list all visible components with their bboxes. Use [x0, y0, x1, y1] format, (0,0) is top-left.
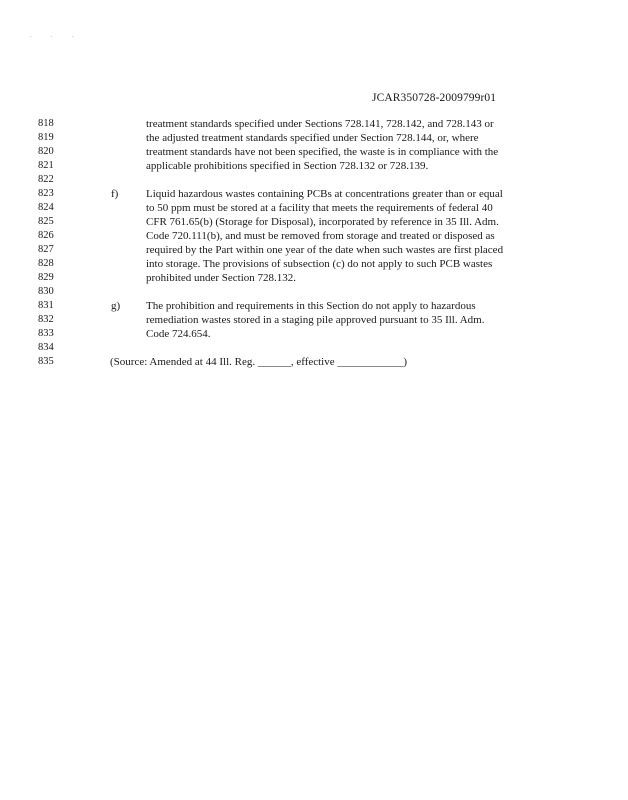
line-number: 832 [38, 314, 54, 325]
line-text: applicable prohibitions specified in Section 728.132 or 728.139. [146, 160, 429, 172]
line-text: treatment standards have not been specified, the waste is in compliance with the [146, 146, 499, 158]
line-number: 824 [38, 202, 54, 213]
line-number: 819 [38, 132, 54, 143]
line-number: 827 [38, 244, 54, 255]
line-text: to 50 ppm must be stored at a facility that meets the requirements of federal 40 [146, 202, 493, 214]
subsection-marker: g) [111, 300, 121, 312]
source-note: (Source: Amended at 44 Ill. Reg. ______, effective ____________) [110, 356, 408, 368]
line-number: 828 [38, 258, 54, 269]
line-text: the adjusted treatment standards specified under Section 728.144, or, where [146, 132, 479, 144]
line-number: 833 [38, 328, 54, 339]
line-number: 835 [38, 356, 54, 367]
line-number: 818 [38, 118, 54, 129]
line-number: 834 [38, 342, 54, 353]
line-number: 825 [38, 216, 54, 227]
line-text: Liquid hazardous wastes containing PCBs at concentrations greater than or equal [146, 188, 503, 200]
line-text: The prohibition and requirements in this Section do not apply to hazardous [146, 300, 476, 312]
line-number: 820 [38, 146, 54, 157]
line-number: 826 [38, 230, 54, 241]
line-number: 822 [38, 174, 54, 185]
line-number: 830 [38, 286, 54, 297]
line-number: 831 [38, 300, 54, 311]
line-text: CFR 761.65(b) (Storage for Disposal), incorporated by reference in 35 Ill. Adm. [146, 216, 499, 228]
line-text: remediation wastes stored in a staging pile approved pursuant to 35 Ill. Adm. [146, 314, 485, 326]
document-id: JCAR350728-2009799r01 [372, 92, 497, 104]
line-text: into storage. The provisions of subsection (c) do not apply to such PCB wastes [146, 258, 493, 270]
scan-specks: . . . [30, 33, 83, 39]
line-number: 829 [38, 272, 54, 283]
line-text: treatment standards specified under Sections 728.141, 728.142, and 728.143 or [146, 118, 494, 130]
line-text: prohibited under Section 728.132. [146, 272, 297, 284]
subsection-marker: f) [111, 188, 119, 200]
line-number: 823 [38, 188, 54, 199]
line-number: 821 [38, 160, 54, 171]
line-text: Code 720.111(b), and must be removed from storage and treated or disposed as [146, 230, 495, 242]
line-text: required by the Part within one year of the date when such wastes are first placed [146, 244, 504, 256]
line-text: Code 724.654. [146, 328, 211, 340]
